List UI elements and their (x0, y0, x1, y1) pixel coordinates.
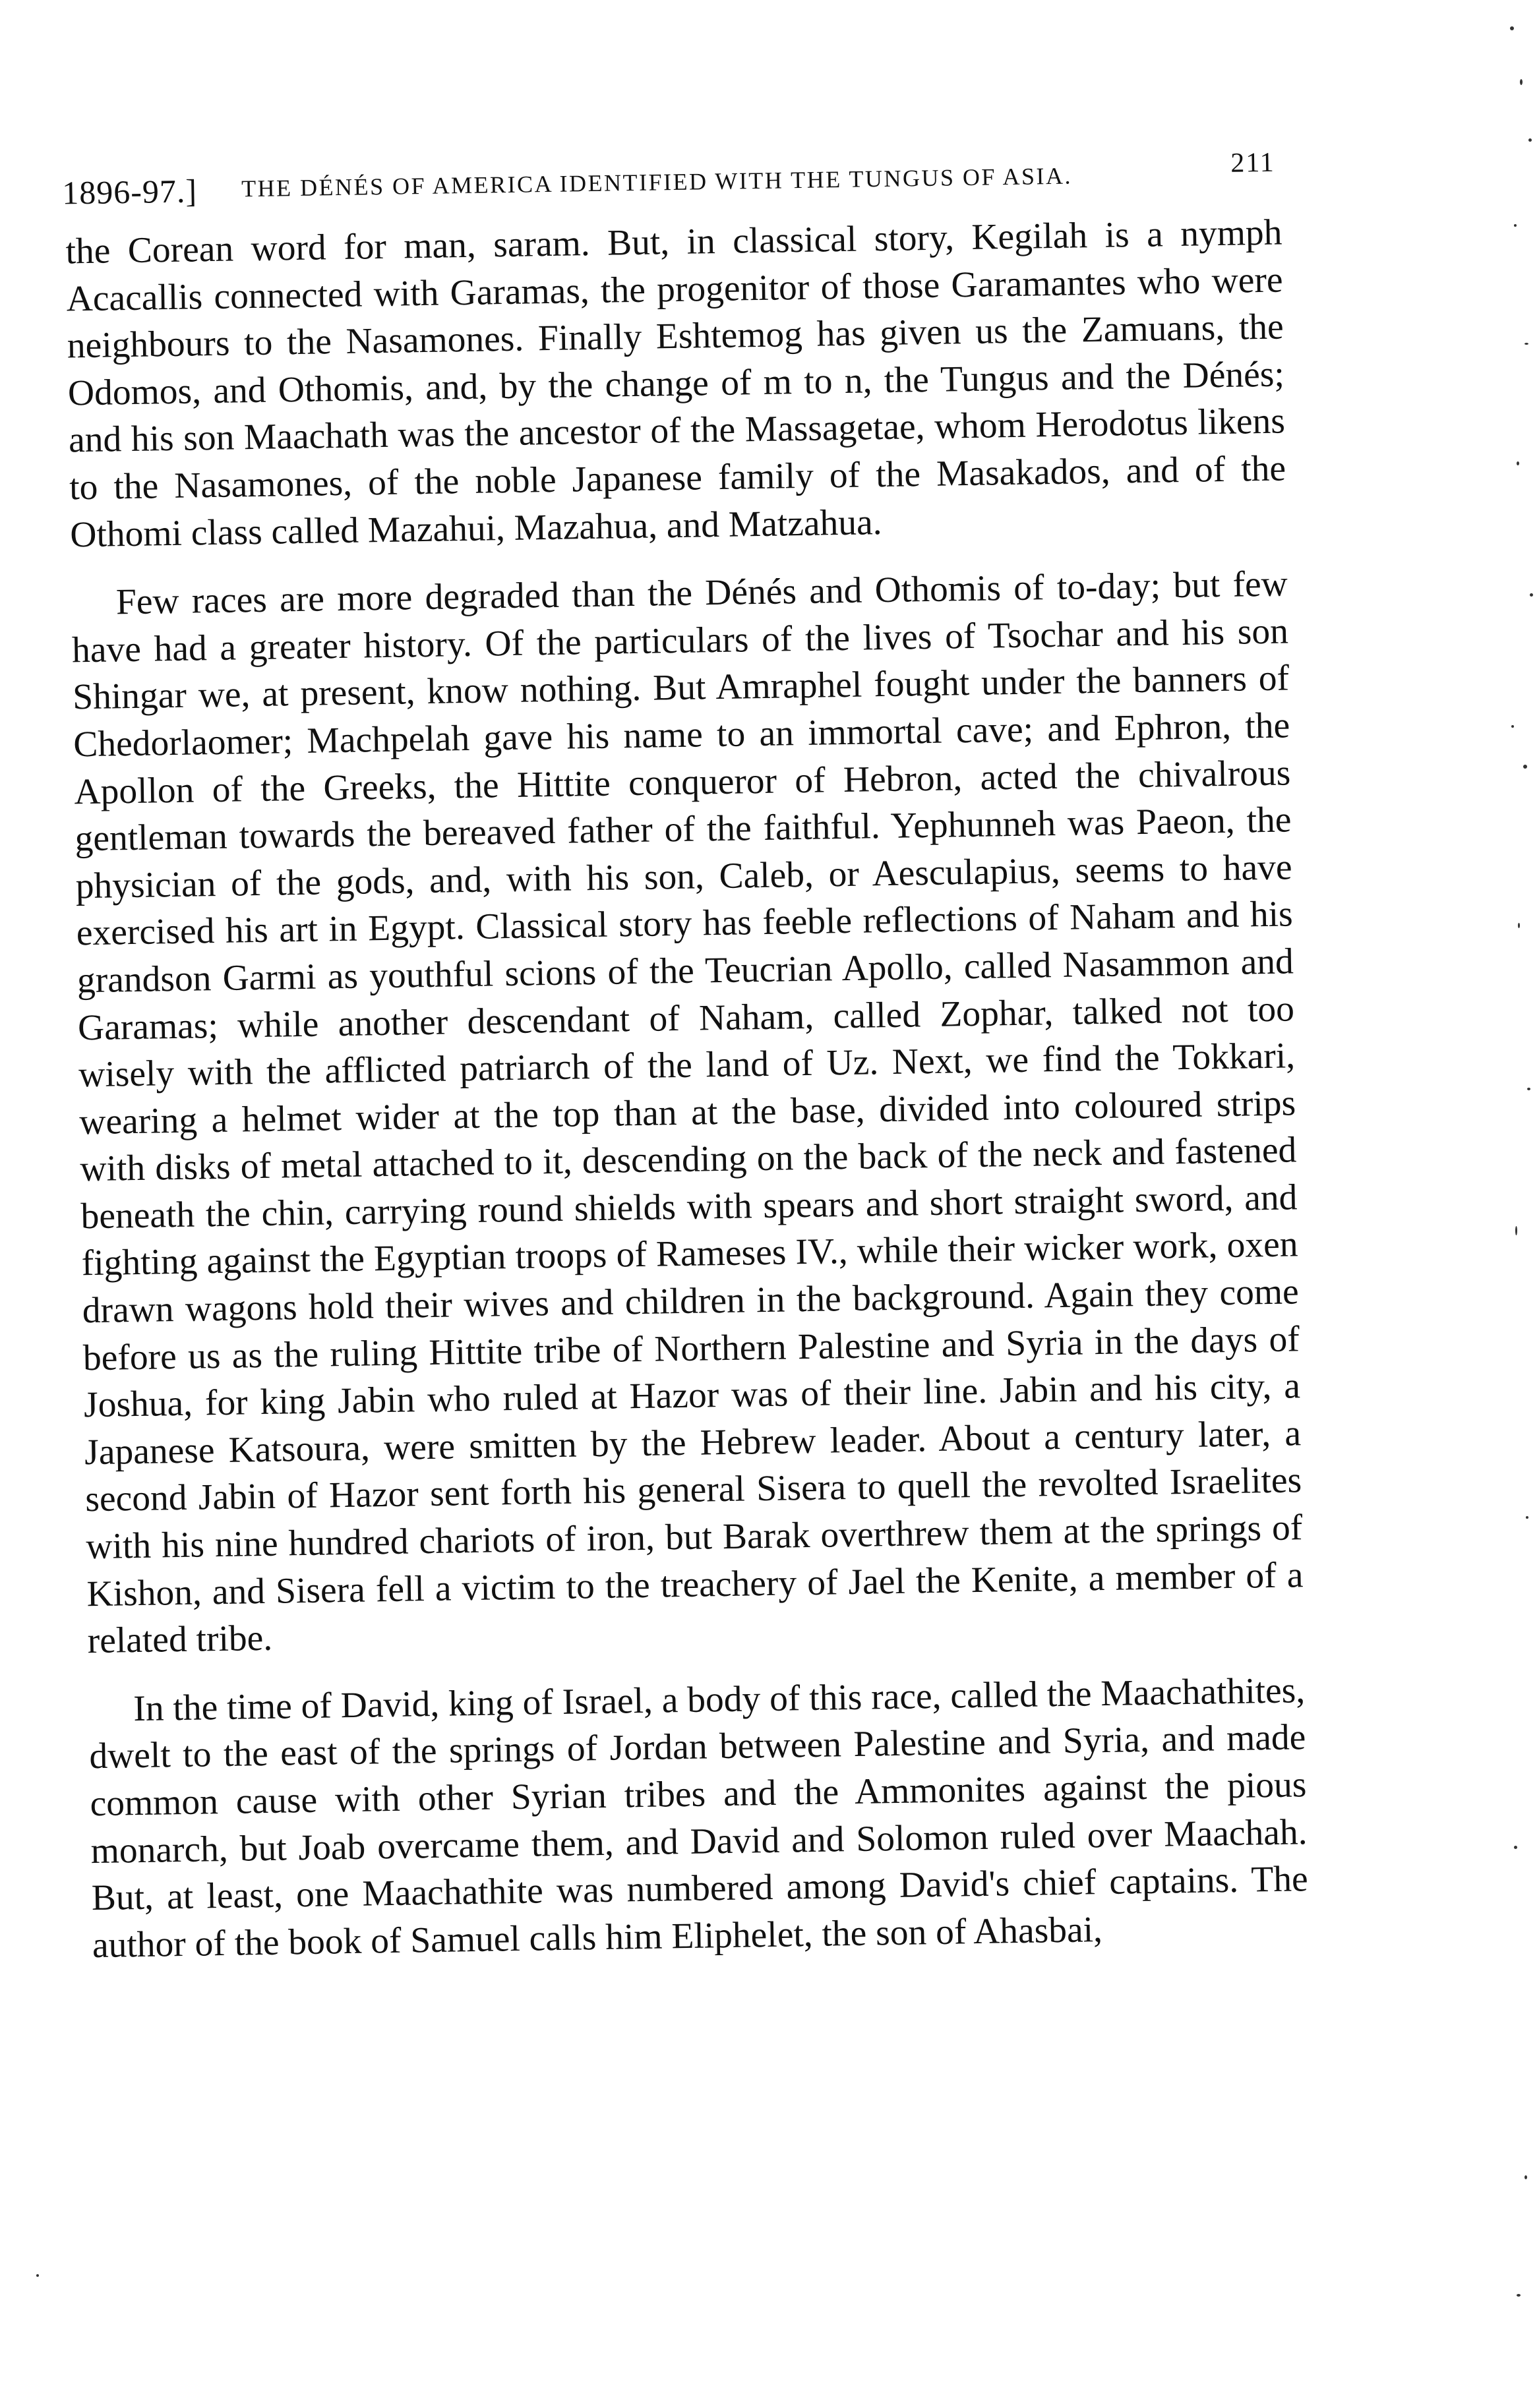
scan-speckle (1517, 2294, 1521, 2297)
scan-speckle (1511, 725, 1514, 728)
scan-speckle (36, 2274, 39, 2277)
scan-speckle (1528, 138, 1532, 142)
scan-speckle (1515, 1226, 1517, 1235)
paragraph-3: In the time of David, king of Israel, a body of this race, called the Maachathites, dwelt to the east of the springs of Jordan between Palestine and Syria, and made common cause with other Syrian tribes and the Ammonites against the pious monarch, but Joab overcame them, and David and Solomon ruled over Maachah. But, at least, one Maachathite was numbered among David's chief captains. The author of the book of Samuel calls him Eliphelet, the son of Ahasbai, (88, 1670, 1309, 1966)
scan-speckle (1527, 1088, 1530, 1090)
running-head-title: THE DÉNÉS OF AMERICA IDENTIFIED WITH THE TUNGUS OF ASIA. (241, 162, 1073, 202)
scan-speckle (1523, 765, 1527, 769)
running-head (62, 147, 1276, 219)
paragraph-2: Few races are more degraded than the Dénés and Othomis of to-day; but few have had a greater history. Of the particulars of the lives of Tsochar and his son Shingar we, at present, know nothing. But Amraphel fought under the banners of Chedorlaomer; Machpelah gave his name to an immortal cave; and Ephron, the Apollon of the Greeks, the Hittite conqueror of Hebron, acted the chivalrous gentleman towards the bereaved father of the faithful. Yephunneh was Paeon, the physician of the gods, and, with his son, Caleb, or Aesculapius, seems to have exercised his art in Egypt. Classical story has feeble reflections of Naham and his grandson Garmi as youthful scions of the Teucrian Apollo, called Nasammon and Garamas; while another descendant of Naham, called Zophar, talked not too wisely with the afflicted patriarch of the land of Uz. Next, we find the Tokkari, wearing a helmet wider at the top than at the base, divided into coloured strips with disks of metal attached to it, descending on the back of the neck and fastened beneath the chin, carrying round shields with spears and short straight sword, and fighting against the Egyptian troops of Rameses IV., while their wicker work, oxen drawn wagons hold their wives and children in the background. Again they come before us as the ruling Hittite tribe of Northern Palestine and Syria in the days of Joshua, for king Jabin who ruled at Hazor was of their line. Jabin and his city, a Japanese Katsoura, were smitten by the Hebrew leader. About a century later, a second Jabin of Hazor sent forth his general Sisera to quell the revolted Israelites with his nine hundred chariots of iron, but Barak overthrew them at the springs of Kishon, and Sisera fell a victim to the treachery of Jael the Kenite, a member of a related tribe. (71, 564, 1304, 1662)
page-number: 211 (1230, 147, 1276, 179)
scan-speckle (1520, 79, 1523, 85)
scan-speckle (1518, 923, 1520, 928)
scan-speckle (1514, 1846, 1517, 1849)
scan-speckle (1530, 593, 1533, 597)
scan-speckle (1517, 461, 1519, 465)
scan-speckle (1514, 224, 1517, 227)
scan-speckle (1524, 343, 1528, 345)
running-head-year: 1896-97.] (61, 172, 198, 212)
paragraph-1: the Corean word for man, saram. But, in classical story, Kegilah is a nymph Acacallis connected with Garamas, the progenitor of those Garamantes who were neighbours to the Nasamones. Finally Eshtemog has given us the Zamuans, the Odomos, and Othomis, and, by the change of m to n, the Tungus and the Dénés; and his son Maachath was the ancestor of the Massagetae, whom Herodotus likens to the Nasamones, of the noble Japanese family of the Masakados, and of the Othomi class called Mazahui, Mazahua, and Matzahua. (65, 212, 1286, 555)
scan-speckle (1524, 2175, 1527, 2179)
body-text (65, 210, 1310, 1991)
scan-speckle (1526, 1516, 1528, 1519)
scan-speckle (1510, 26, 1514, 30)
